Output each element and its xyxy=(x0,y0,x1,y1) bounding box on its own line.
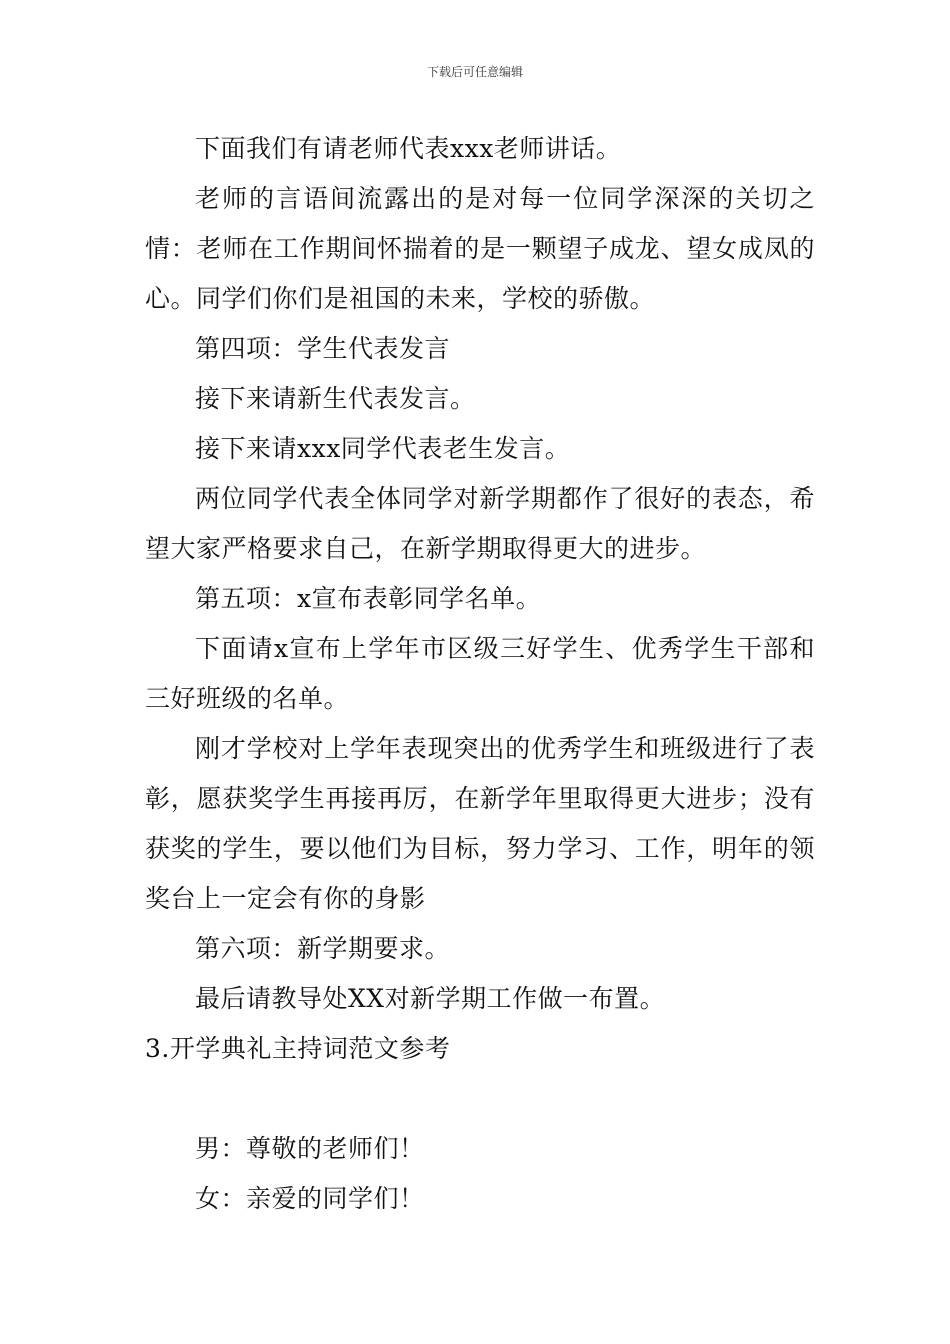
paragraph-commendation: 刚才学校对上学年表现突出的优秀学生和班级进行了表彰，愿获奖学生再接再厉，在新学年里取得更大进步；没有获奖的学生，要以他们为目标，努力学习、工作，明年的领奖台上一定会有你的身影 xyxy=(145,734,815,913)
page-header-note: 下载后可任意编辑 xyxy=(426,65,523,79)
paragraph-award-list: 下面请x宣布上学年市区级三好学生、优秀学生干部和三好班级的名单。 xyxy=(145,634,815,713)
dialogue-line-female: 女：亲爱的同学们！ xyxy=(195,1184,425,1213)
section-heading: 3.开学典礼主持词范文参考 xyxy=(145,1034,451,1063)
paragraph-new-student-speech: 接下来请新生代表发言。 xyxy=(195,384,476,413)
dialogue-line-male: 男：尊敬的老师们！ xyxy=(195,1134,425,1163)
blank-line xyxy=(145,1074,815,1124)
paragraph-teacher-speech-intro: 下面我们有请老师代表xxx老师讲话。 xyxy=(195,134,622,163)
paragraph-old-student-speech: 接下来请xxx同学代表老生发言。 xyxy=(195,434,571,463)
paragraph-dean-arrangement: 最后请教导处XX对新学期工作做一布置。 xyxy=(195,984,666,1013)
paragraph-item-four: 第四项：学生代表发言 xyxy=(195,334,451,363)
paragraph-item-six: 第六项：新学期要求。 xyxy=(195,934,451,963)
paragraph-student-statement: 两位同学代表全体同学对新学期都作了很好的表态，希望大家严格要求自己，在新学期取得更大的进步。 xyxy=(145,484,815,563)
paragraph-item-five: 第五项：x宣布表彰同学名单。 xyxy=(195,584,542,613)
paragraph-teacher-care: 老师的言语间流露出的是对每一位同学深深的关切之情：老师在工作期间怀揣着的是一颗望子成龙、望女成凤的心。同学们你们是祖国的未来，学校的骄傲。 xyxy=(145,184,815,313)
document-body xyxy=(145,124,815,1224)
